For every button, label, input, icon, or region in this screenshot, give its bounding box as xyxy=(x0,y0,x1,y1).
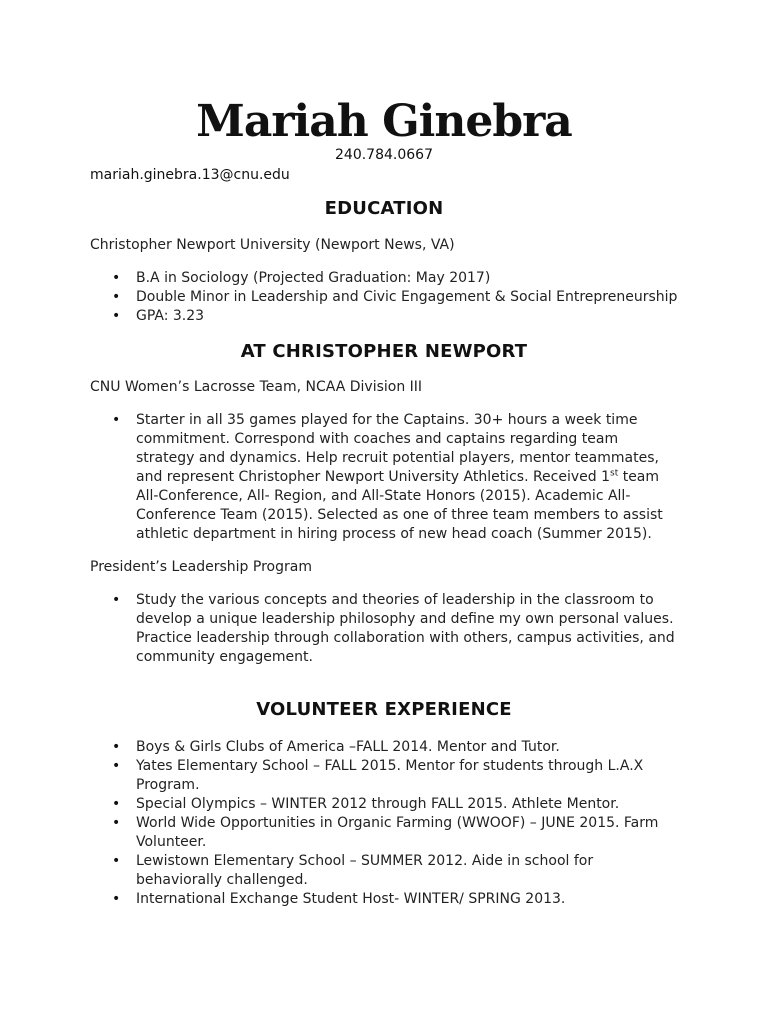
education-heading: EDUCATION xyxy=(324,198,444,219)
list-item: • International Exchange Student Host- WINTER/ SPRING 2013. xyxy=(90,890,680,909)
list-item: • B.A in Sociology (Projected Graduation: May 2017) xyxy=(90,269,690,288)
cnu-heading: AT CHRISTOPHER NEWPORT xyxy=(240,341,528,362)
leadership-org: President’s Leadership Program xyxy=(90,559,312,575)
lacrosse-text-a: Starter in all 35 games played for the Captains. 30+ hours a week time commitment. Correspond with coaches and captains regarding team strategy and dynamics. Help recruit potential players, mentor teammates, and represent Christopher Newport University Athletics. Received 1 xyxy=(136,412,659,485)
lacrosse-text-b: team All-Conference, All- Region, and All-State Honors (2015). Academic All-Conference Team (2015). Selected as one of three team members to assist athletic department in hiring process of new head coach (Summer 2015). xyxy=(136,469,663,542)
list-item: • Special Olympics – WINTER 2012 through FALL 2015. Athlete Mentor. xyxy=(90,795,680,814)
volunteer-heading: VOLUNTEER EXPERIENCE xyxy=(256,699,512,720)
lacrosse-list xyxy=(90,411,680,544)
list-item: • Yates Elementary School – FALL 2015. Mentor for students through L.A.X Program. xyxy=(90,757,680,795)
list-item xyxy=(90,411,680,544)
education-list xyxy=(90,269,690,326)
email-address: mariah.ginebra.13@cnu.edu xyxy=(90,167,290,183)
list-item: • Double Minor in Leadership and Civic Engagement & Social Entrepreneurship xyxy=(90,288,690,307)
list-item: • Lewistown Elementary School – SUMMER 2012. Aide in school for behaviorally challenged. xyxy=(90,852,680,890)
volunteer-list xyxy=(90,738,680,909)
ordinal-suffix: st xyxy=(610,468,619,479)
education-school: Christopher Newport University (Newport News, VA) xyxy=(90,237,455,253)
leadership-list xyxy=(90,591,680,667)
list-item: • World Wide Opportunities in Organic Farming (WWOOF) – JUNE 2015. Farm Volunteer. xyxy=(90,814,680,852)
list-item: • GPA: 3.23 xyxy=(90,307,690,326)
resume-name: Mariah Ginebra xyxy=(196,96,572,147)
phone-number: 240.784.0667 xyxy=(335,147,433,163)
lacrosse-org: CNU Women’s Lacrosse Team, NCAA Division III xyxy=(90,379,423,395)
list-item: • Boys & Girls Clubs of America –FALL 2014. Mentor and Tutor. xyxy=(90,738,680,757)
list-item: • Study the various concepts and theories of leadership in the classroom to develop a unique leadership philosophy and define my own personal values. Practice leadership through collaboration with others, campus activities, and community engagement. xyxy=(90,591,680,667)
